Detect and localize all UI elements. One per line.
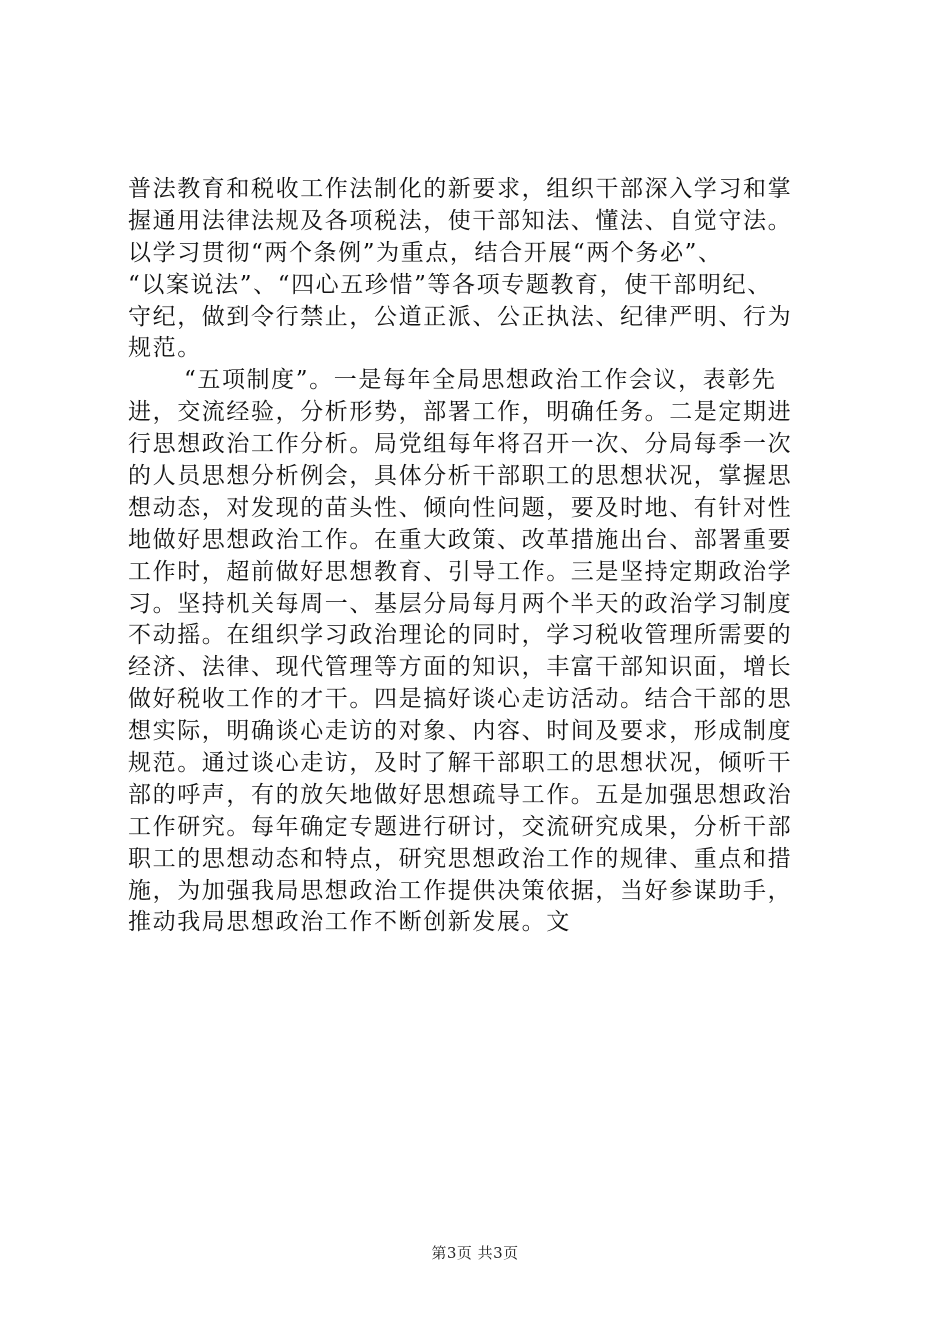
text-line: 进，交流经验，分析形势，部署工作，明确任务。二是定期进 <box>128 399 793 426</box>
text-line: 规范。通过谈心走访，及时了解干部职工的思想状况，倾听干 <box>128 750 793 777</box>
text-line: 不动摇。在组织学习政治理论的同时，学习税收管理所需要的 <box>128 622 793 649</box>
text-line: 职工的思想动态和特点，研究思想政治工作的规律、重点和措 <box>128 845 793 872</box>
text-line: 行思想政治工作分析。局党组每年将召开一次、分局每季一次 <box>128 431 793 458</box>
text-line: 推动我局思想政治工作不断创新发展。文 <box>128 909 571 936</box>
text-line: 想实际，明确谈心走访的对象、内容、时间及要求，形成制度 <box>128 718 793 745</box>
text-line: 握通用法律法规及各项税法，使干部知法、懂法、自觉守法。 <box>128 207 793 234</box>
text-line: 工作时，超前做好思想教育、引导工作。三是坚持定期政治学 <box>128 558 793 585</box>
text-line: 以学习贯彻“两个条例”为重点，结合开展“两个务必”、 <box>128 239 723 266</box>
text-line: 部的呼声，有的放矢地做好思想疏导工作。五是加强思想政治 <box>128 781 793 808</box>
page-number-footer: 第3页 共3页 <box>431 1244 519 1262</box>
text-line: 施，为加强我局思想政治工作提供决策依据，当好参谋助手， <box>128 877 793 904</box>
text-line: 想动态，对发现的苗头性、倾向性问题，要及时地、有针对性 <box>128 494 793 521</box>
paragraph-first-line: “五项制度”。一是每年全局思想政治工作会议，表彰先 <box>184 367 777 394</box>
text-line: “以案说法”、“四心五珍惜”等各项专题教育，使干部明纪、 <box>128 271 772 298</box>
text-line: 习。坚持机关每周一、基层分局每月两个半天的政治学习制度 <box>128 590 793 617</box>
text-line: 地做好思想政治工作。在重大政策、改革措施出台、部署重要 <box>128 526 793 553</box>
text-line: 工作研究。每年确定专题进行研讨，交流研究成果，分析干部 <box>128 813 793 840</box>
text-line: 的人员思想分析例会，具体分析干部职工的思想状况，掌握思 <box>128 463 793 490</box>
document-body <box>128 174 868 939</box>
text-line: 经济、法律、现代管理等方面的知识，丰富干部知识面，增长 <box>128 654 793 681</box>
text-line: 普法教育和税收工作法制化的新要求，组织干部深入学习和掌 <box>128 176 793 202</box>
text-line: 做好税收工作的才干。四是搞好谈心走访活动。结合干部的思 <box>128 686 793 713</box>
text-line: 守纪，做到令行禁止，公道正派、公正执法、纪律严明、行为 <box>128 303 793 330</box>
text-line: 规范。 <box>128 335 202 362</box>
